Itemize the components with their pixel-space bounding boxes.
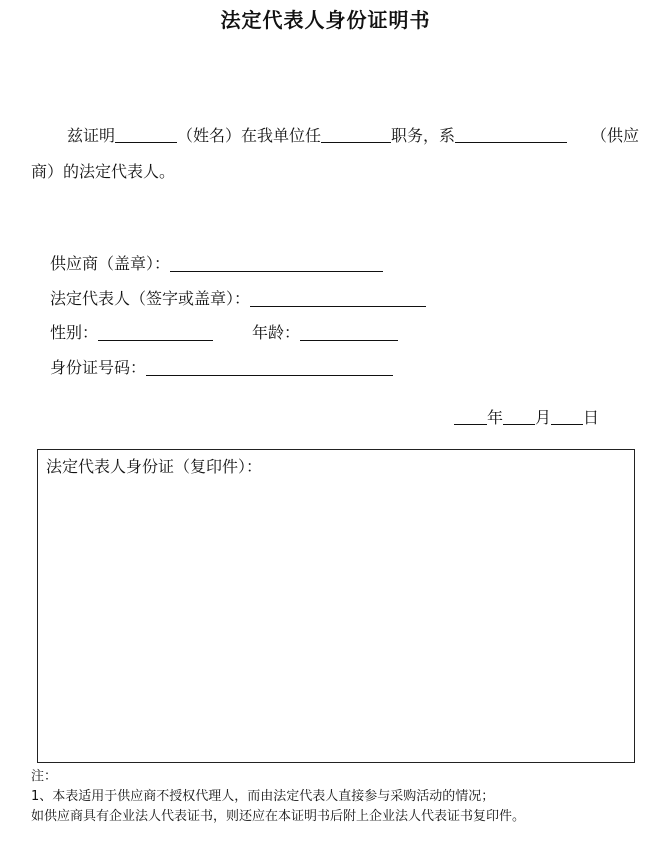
certification-paragraph xyxy=(31,118,643,190)
month-label: 月 xyxy=(535,408,552,427)
paragraph-text-4: （供应商）的法定代表人。 xyxy=(31,126,640,181)
year-blank[interactable] xyxy=(454,408,487,425)
age-input-line[interactable] xyxy=(300,323,398,341)
supplier-input-line[interactable] xyxy=(170,254,383,272)
month-blank[interactable] xyxy=(503,408,535,425)
legal-rep-input-line[interactable] xyxy=(250,289,426,307)
notes-line-2: 如供应商具有企业法人代表证书，则还应在本证明书后附上企业法人代表证书复印件。 xyxy=(31,809,526,824)
position-blank[interactable] xyxy=(321,126,391,143)
day-label: 日 xyxy=(583,408,600,427)
gender-label: 性别： xyxy=(50,323,99,342)
supplier-blank[interactable] xyxy=(455,126,567,143)
id-number-field xyxy=(50,355,393,378)
year-label: 年 xyxy=(487,408,504,427)
date-line xyxy=(454,405,599,428)
id-number-input-line[interactable] xyxy=(146,358,393,376)
id-copy-box[interactable] xyxy=(37,449,635,763)
paragraph-text-3: 职务，系 xyxy=(391,126,456,145)
id-copy-label: 法定代表人身份证（复印件）： xyxy=(46,457,263,476)
day-blank[interactable] xyxy=(551,408,583,425)
notes-line-1: 1、本表适用于供应商不授权代理人，而由法定代表人直接参与采购活动的情况； xyxy=(31,789,495,804)
supplier-label: 供应商（盖章）： xyxy=(50,254,171,273)
paragraph-text-1: 兹证明 xyxy=(67,126,116,145)
age-field xyxy=(252,320,398,343)
age-label: 年龄： xyxy=(252,323,301,342)
notes-section xyxy=(31,767,525,827)
gender-field xyxy=(50,320,213,343)
name-blank[interactable] xyxy=(115,126,177,143)
supplier-field xyxy=(50,251,383,274)
gender-input-line[interactable] xyxy=(98,323,213,341)
paragraph-text-2: （姓名）在我单位任 xyxy=(177,126,322,145)
legal-rep-label: 法定代表人（签字或盖章）： xyxy=(50,289,251,308)
notes-heading: 注： xyxy=(31,769,58,784)
document-title: 法定代表人身份证明书 xyxy=(220,8,431,32)
id-number-label: 身份证号码： xyxy=(50,358,147,377)
legal-rep-field xyxy=(50,286,426,309)
